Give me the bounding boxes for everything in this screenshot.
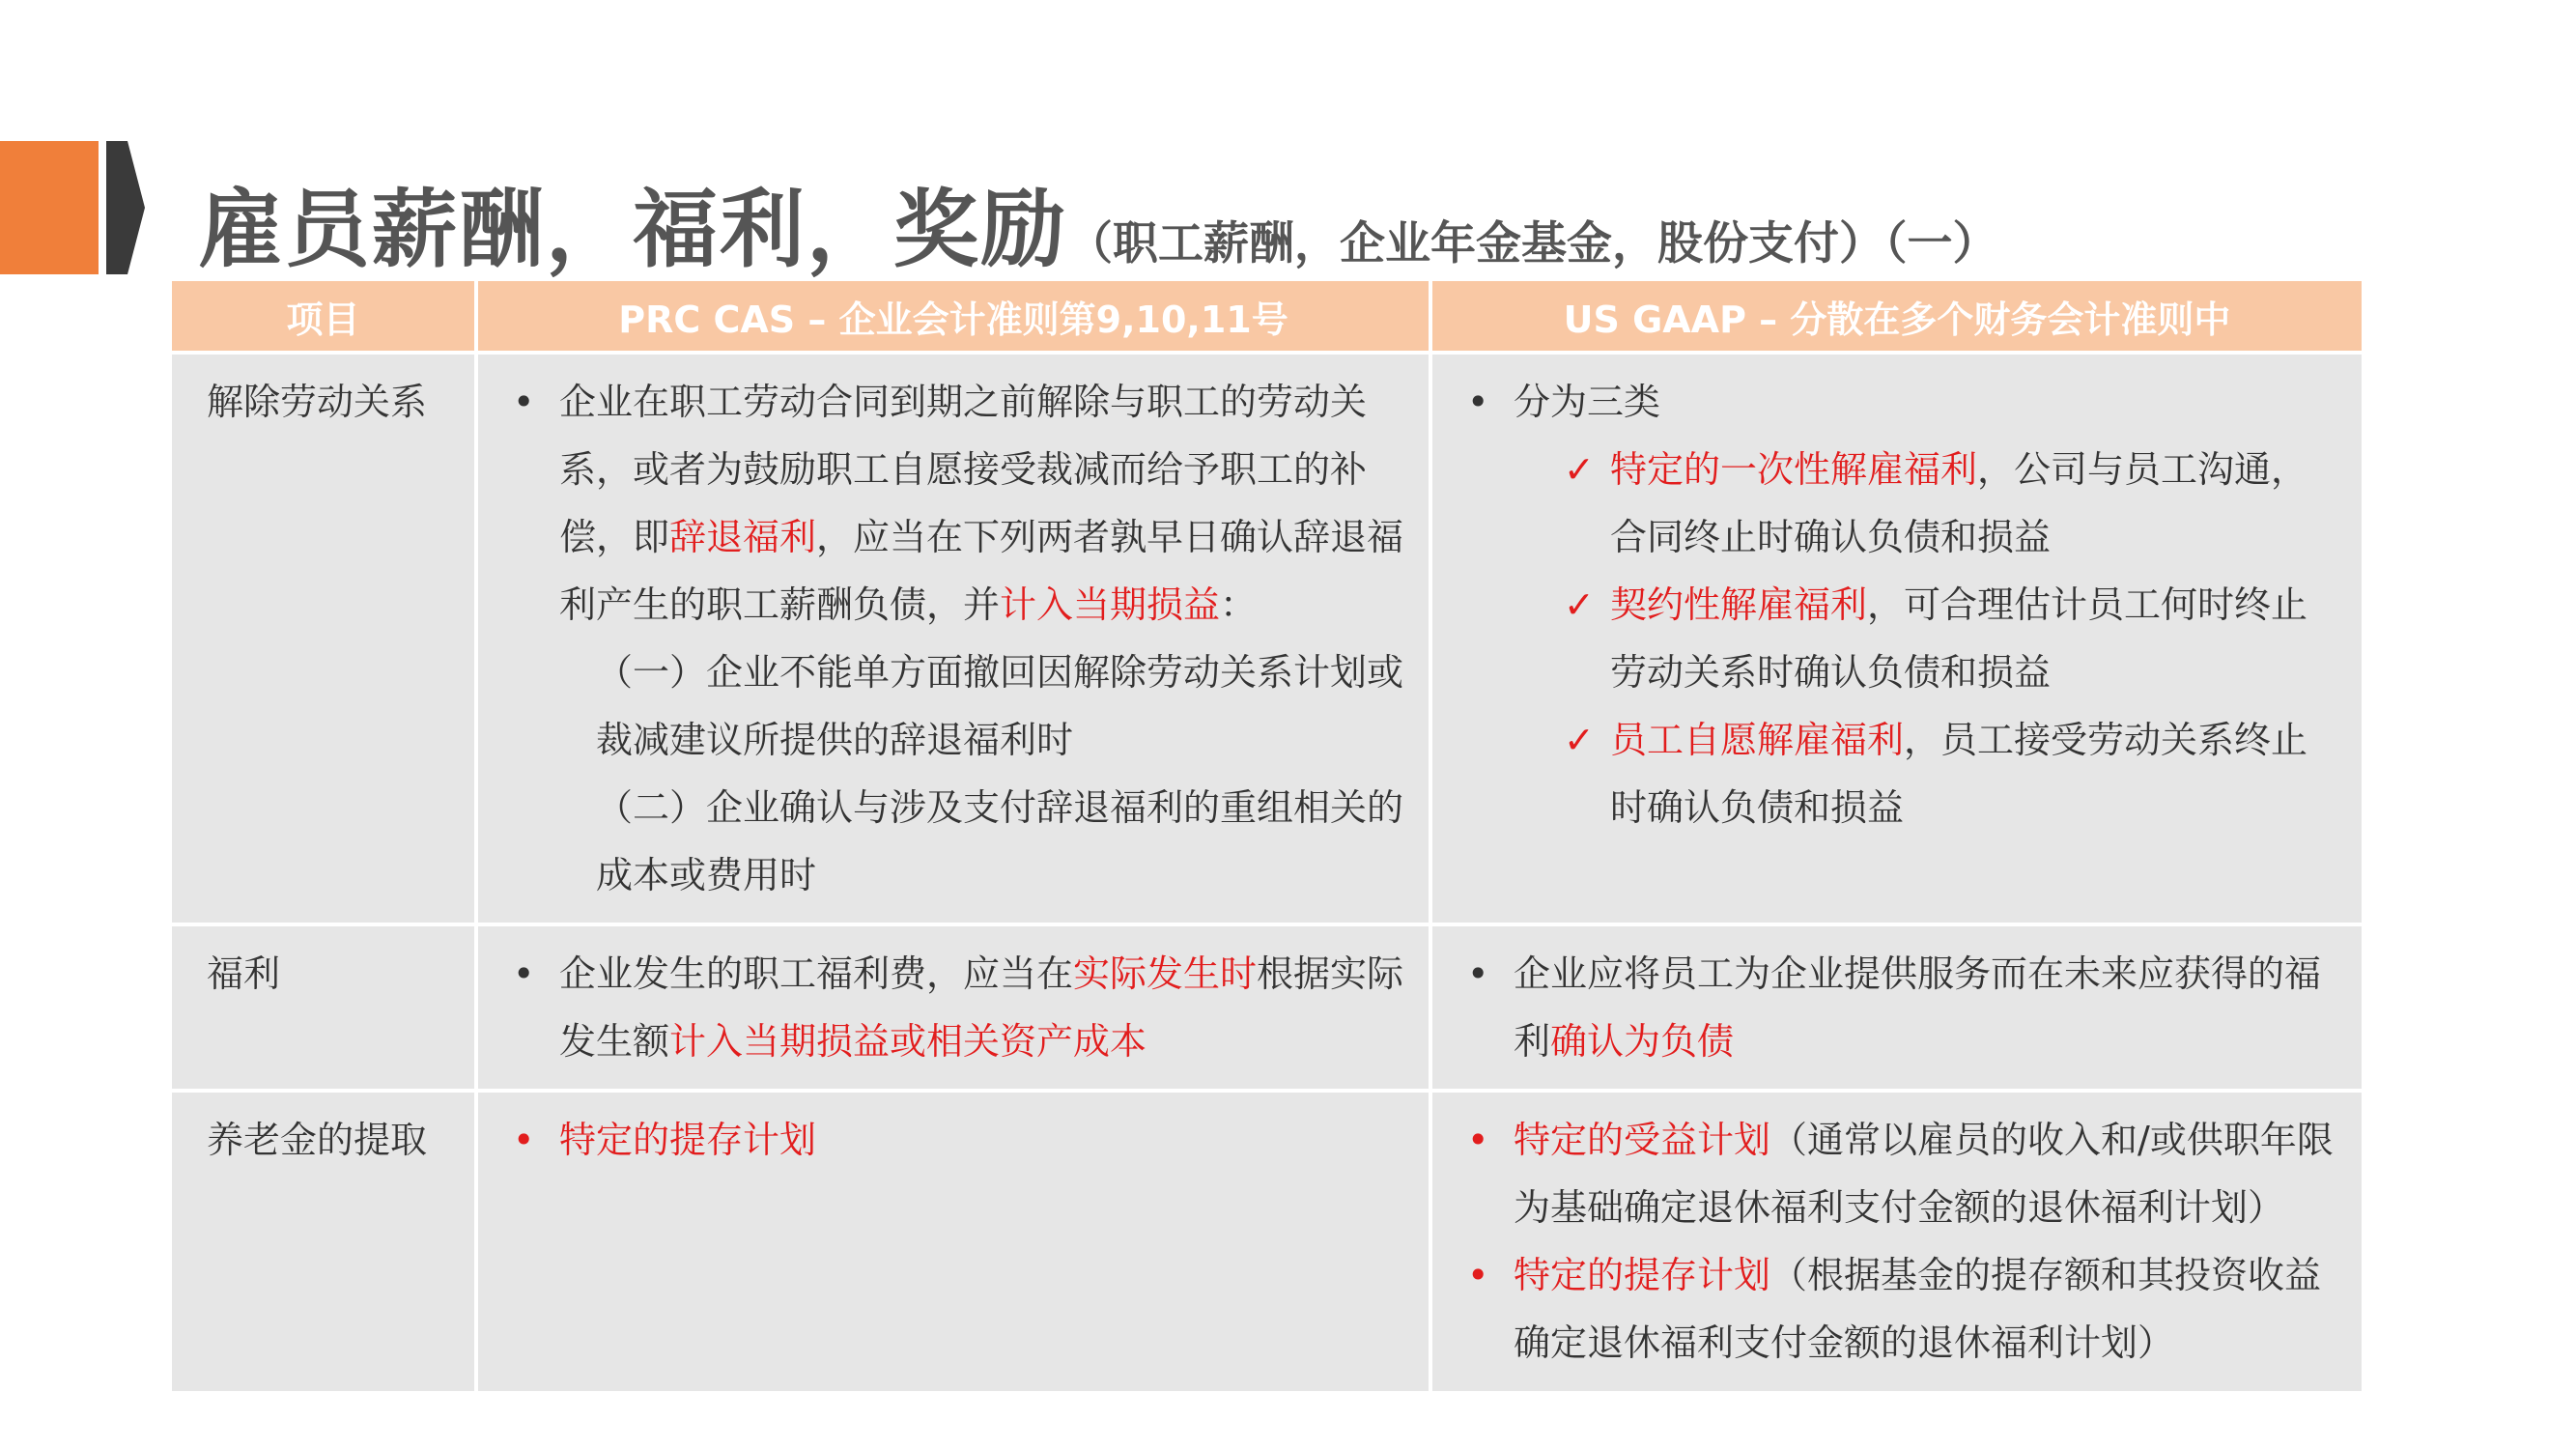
cas-termination-cell [476, 353, 1430, 924]
highlight-text: 计入当期损益或相关资产成本 [669, 1020, 1147, 1063]
row-label-cell [170, 353, 476, 924]
highlight-text: 确认为负债 [1550, 1020, 1735, 1063]
table-header-row [170, 279, 2364, 353]
row-label-cell [170, 1091, 476, 1393]
bullet-icon: • [513, 381, 535, 423]
bullet-icon: • [1467, 381, 1489, 423]
row-label-termination: 解除劳动关系 [207, 381, 428, 423]
highlight-text: 特定的一次性解雇福利 [1610, 448, 1978, 491]
list-item: • 特定的受益计划（通常以雇员的收入和/或供职年限为基础确定退休福利支付金额的退休福利计划） [1450, 1106, 2344, 1241]
header-prc-cas: PRC CAS – 企业会计准则第9,10,11号 [476, 279, 1430, 353]
header-us-gaap: US GAAP – 分散在多个财务会计准则中 [1430, 279, 2364, 353]
highlight-text: 实际发生时 [1073, 952, 1258, 995]
bullet-icon: • [513, 1119, 535, 1161]
bullet-icon: • [1467, 1119, 1489, 1161]
row-label-pension: 养老金的提取 [207, 1119, 428, 1161]
list-item: • 企业发生的职工福利费，应当在实际发生时根据实际发生额计入当期损益或相关资产成本 [495, 940, 1411, 1075]
highlight-text: 计入当期损益 [1000, 583, 1221, 626]
list-item: • 特定的提存计划（根据基金的提存额和其投资收益确定退休福利支付金额的退休福利计划） [1450, 1241, 2344, 1377]
highlight-text: 契约性解雇福利 [1610, 583, 1868, 626]
list-item: • 企业在职工劳动合同到期之前解除与职工的劳动关系，或者为鼓励职工自愿接受裁减而给予职工的补偿，即辞退福利，应当在下列两者孰早日确认辞退福利产生的职工薪酬负债，并计入当期损益： [495, 368, 1411, 639]
bullet-icon: • [1467, 1254, 1489, 1296]
check-icon: ✓ [1564, 719, 1595, 761]
sub-clause-2: （二）企业确认与涉及支付辞退福利的重组相关的成本或费用时 [596, 786, 1404, 896]
list-item: ✓ 特定的一次性解雇福利，公司与员工沟通，合同终止时确认负债和损益 [1450, 436, 2344, 571]
row-label-welfare: 福利 [207, 952, 281, 995]
bullet-icon: • [1467, 952, 1489, 995]
highlight-text: 特定的提存计划 [559, 1119, 817, 1161]
list-item: • 分为三类 [1450, 368, 2344, 436]
highlight-text: 员工自愿解雇福利 [1610, 719, 1905, 761]
page-title-sub: （职工薪酬，企业年金基金，股份支付）（一） [1067, 217, 1998, 270]
list-item: • 企业应将员工为企业提供服务而在未来应获得的福利确认为负债 [1450, 940, 2344, 1075]
list-item: ✓ 员工自愿解雇福利，员工接受劳动关系终止时确认负债和损益 [1450, 706, 2344, 841]
highlight-text: 特定的受益计划 [1514, 1119, 1771, 1161]
gaap-pension-cell [1430, 1091, 2364, 1393]
sub-clause-1: （一）企业不能单方面撤回因解除劳动关系计划或裁减建议所提供的辞退福利时 [596, 651, 1404, 761]
list-item: ✓ 契约性解雇福利，可合理估计员工何时终止劳动关系时确认负债和损益 [1450, 571, 2344, 706]
highlight-text: 特定的提存计划 [1514, 1254, 1771, 1296]
check-icon: ✓ [1564, 583, 1595, 626]
page-title-main: 雇员薪酬，福利，奖励 [198, 180, 1068, 279]
cas-pension-cell [476, 1091, 1430, 1393]
row-label-cell [170, 924, 476, 1091]
check-icon: ✓ [1564, 448, 1595, 491]
table-row [170, 1091, 2364, 1393]
comparison-table [168, 277, 2365, 1395]
table-row [170, 353, 2364, 924]
highlight-text: 辞退福利 [669, 516, 817, 558]
header-item: 项目 [170, 279, 476, 353]
cas-welfare-cell [476, 924, 1430, 1091]
bullet-icon: • [513, 952, 535, 995]
chevron-mark [106, 141, 145, 274]
gaap-welfare-cell [1430, 924, 2364, 1091]
table-row [170, 924, 2364, 1091]
gaap-termination-cell [1430, 353, 2364, 924]
accent-block [0, 141, 99, 274]
page-title [198, 162, 1998, 284]
list-item [495, 1106, 1411, 1174]
